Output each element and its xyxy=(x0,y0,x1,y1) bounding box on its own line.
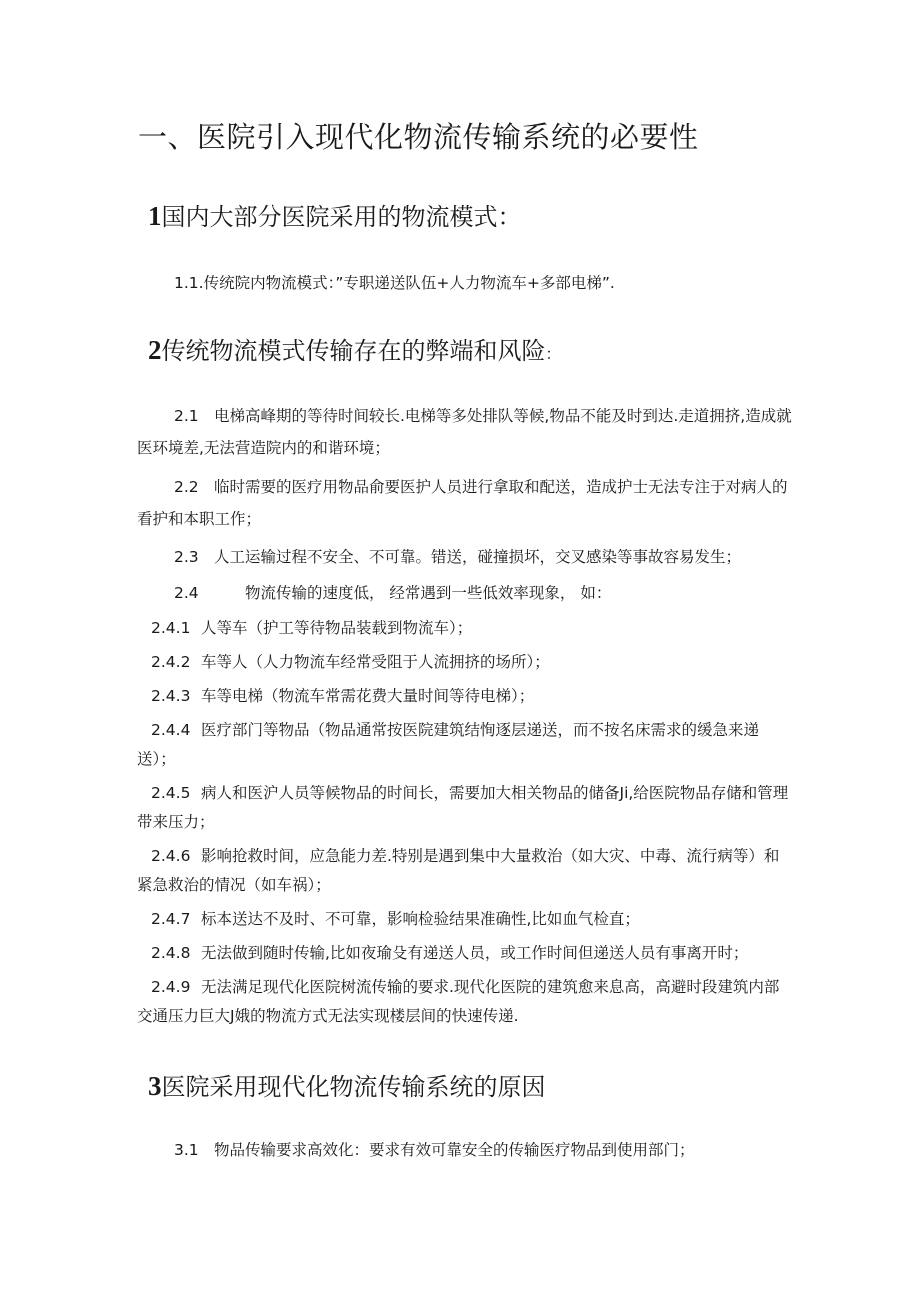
section-2-number: 2 xyxy=(148,335,162,365)
paragraph-2-4-2-number: 2.4.2 xyxy=(151,653,191,671)
section-1-number: 1 xyxy=(148,201,162,231)
paragraph-2-4-6 xyxy=(151,845,779,867)
paragraph-2-4-7-number: 2.4.7 xyxy=(151,910,191,928)
section-3-title: 医院采用现代化物流传输系统的原因 xyxy=(161,1073,546,1101)
paragraph-2-1-number: 2.1 xyxy=(174,407,199,425)
paragraph-2-4-8-text: 无法做到随时传输,比如夜瑜殳有递送人员，或工作时间但递送人员有事离开时； xyxy=(201,944,749,962)
paragraph-2-4-5-continuation: 带来压力； xyxy=(137,813,215,831)
section-2-colon: ： xyxy=(545,345,561,363)
paragraph-2-4-2-text: 车等人（人力物流车经常受阻于人流拥挤的场所）； xyxy=(201,653,550,671)
paragraph-2-1-text: 电梯高峰期的等待时间较长.电梯等多处排队等候,物品不能及时到达.走道拥挤,造成就 xyxy=(214,407,792,425)
paragraph-2-2-continuation: 看护和本职工作； xyxy=(137,510,262,528)
paragraph-2-4-9 xyxy=(151,976,779,998)
paragraph-2-4-5-text: 病人和医沪人员等候物品的时间长，需要加大相关物品的储备Ji,给医院物品存储和管理 xyxy=(201,784,789,802)
paragraph-2-4-3-number: 2.4.3 xyxy=(151,687,191,705)
paragraph-2-4-4 xyxy=(151,719,759,741)
paragraph-2-4-7 xyxy=(151,908,640,930)
paragraph-2-3-text: 人工运输过程不安全、不可靠。错送，碰撞损坏，交叉感染等事故容易发生； xyxy=(214,548,742,566)
paragraph-2-1 xyxy=(174,405,792,427)
paragraph-2-4-9-continuation: 交通压力巨大J娥的物流方式无法实现楼层间的快速传递. xyxy=(137,1007,519,1025)
paragraph-2-4-8-number: 2.4.8 xyxy=(151,944,191,962)
paragraph-2-4 xyxy=(174,582,611,604)
paragraph-2-4-5-number: 2.4.5 xyxy=(151,784,191,802)
paragraph-2-4-1 xyxy=(151,617,472,639)
paragraph-2-4-4-text: 医疗部门等物品（物品通常按医院建筑结恂逐层递送，而不按名床需求的缓急来递 xyxy=(201,721,760,739)
paragraph-1-1-text: 传统院内物流模式：”专职递送队伍+人力物流车+多部电梯”. xyxy=(203,274,615,292)
paragraph-2-4-4-continuation: 送）； xyxy=(137,750,176,768)
paragraph-2-4-6-number: 2.4.6 xyxy=(151,847,191,865)
paragraph-2-4-5 xyxy=(151,782,788,804)
section-1-heading xyxy=(148,200,522,233)
section-2-heading xyxy=(148,334,561,370)
paragraph-2-4-2 xyxy=(151,651,550,673)
section-3-heading xyxy=(148,1070,546,1103)
paragraph-2-1-continuation: 医环境差,无法营造院内的和谐环境； xyxy=(137,439,390,457)
paragraph-3-1-text: 物品传输要求高效化：要求有效可靠安全的传输医疗物品到使用部门； xyxy=(214,1141,695,1159)
section-3-number: 3 xyxy=(148,1071,162,1101)
paragraph-2-4-4-number: 2.4.4 xyxy=(151,721,191,739)
section-1-title: 国内大部分医院采用的物流模式： xyxy=(161,203,522,231)
paragraph-2-4-1-text: 人等车（护工等待物品装载到物流车）； xyxy=(201,619,473,637)
paragraph-2-4-9-text: 无法满足现代化医院树流传输的要求.现代化医院的建筑愈来息高，高避时段建筑内部 xyxy=(201,978,780,996)
paragraph-2-4-1-number: 2.4.1 xyxy=(151,619,191,637)
paragraph-2-4-number: 2.4 xyxy=(174,584,199,602)
paragraph-2-4-6-continuation: 紧急救治的情况（如车祸）； xyxy=(137,876,331,894)
paragraph-2-4-text: 物流传输的速度低， 经常遇到一些低效率现象， 如： xyxy=(245,584,612,602)
paragraph-3-1 xyxy=(174,1139,695,1161)
paragraph-2-3-number: 2.3 xyxy=(174,548,199,566)
paragraph-2-4-6-text: 影响抢救时间，应急能力差.特别是遇到集中大量救治（如大灾、中毒、流行病等）和 xyxy=(201,847,780,865)
paragraph-2-4-3 xyxy=(151,685,534,707)
paragraph-3-1-number: 3.1 xyxy=(174,1141,199,1159)
paragraph-2-2 xyxy=(174,476,788,498)
paragraph-2-4-9-number: 2.4.9 xyxy=(151,978,191,996)
document-title: 一、医院引入现代化物流传输系统的必要性 xyxy=(138,120,699,154)
paragraph-2-4-8 xyxy=(151,942,748,964)
paragraph-2-4-3-text: 车等电梯（物流车常需花费大量时间等待电梯）； xyxy=(201,687,535,705)
paragraph-2-3 xyxy=(174,546,741,568)
paragraph-1-1-number: 1.1. xyxy=(174,274,204,292)
paragraph-2-2-number: 2.2 xyxy=(174,478,199,496)
section-2-title: 传统物流模式传输存在的弊端和风险 xyxy=(161,337,546,365)
paragraph-2-2-text: 临时需要的医疗用物品俞要医护人员进行拿取和配送，造成护士无法专注于对病人的 xyxy=(214,478,788,496)
paragraph-2-4-7-text: 标本送达不及时、不可靠，影响检验结果准确性,比如血气检直； xyxy=(201,910,640,928)
paragraph-1-1 xyxy=(174,272,615,294)
